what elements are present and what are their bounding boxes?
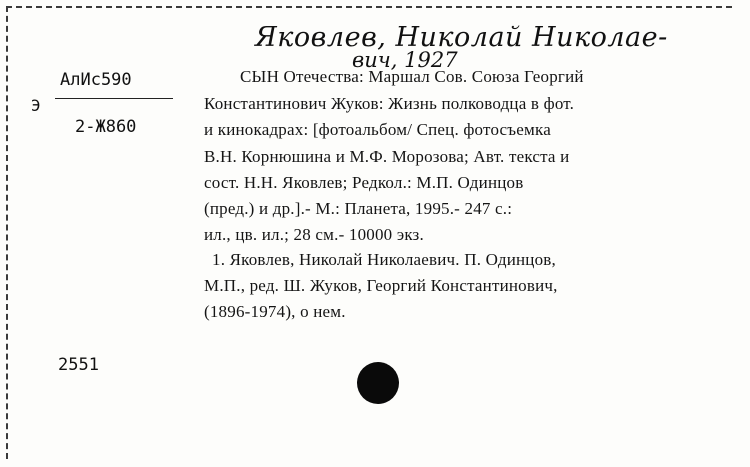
entry-line-9: М.П., ред. Ш. Жуков, Георгий Константинович, xyxy=(204,276,558,295)
entry-line-8: 1. Яковлев, Николай Николаевич. П. Одинцов, xyxy=(212,250,556,269)
entry-line-2: Константинович Жуков: Жизнь полководца в фот. xyxy=(204,94,575,113)
card-top-border xyxy=(6,6,732,8)
entry-line-1: СЫН Отечества: Маршал Сов. Союза Георгий xyxy=(240,67,584,86)
handwritten-author-line-2: вич, 1927 xyxy=(352,48,458,72)
entry-line-5: сост. Н.Н. Яковлев; Редкол.: М.П. Одинцов xyxy=(204,173,524,192)
card-left-border xyxy=(6,6,8,459)
card-number: 2551 xyxy=(58,355,99,375)
entry-line-3: и кинокадрах: [фотоальбом/ Спец. фотосъемка xyxy=(204,120,551,139)
punch-hole xyxy=(357,362,399,404)
entry-line-4: В.Н. Корнюшина и М.Ф. Морозова; Авт. текста и xyxy=(204,147,570,166)
classification-code: АлИс590 xyxy=(60,70,132,90)
handwritten-author-line-1: Яковлев, Николай Николае- xyxy=(255,22,668,53)
entry-line-6: (пред.) и др.].- М.: Планета, 1995.- 247 с.: xyxy=(204,199,513,218)
section-letter: Э xyxy=(31,96,41,115)
entry-line-10: (1896-1974), о нем. xyxy=(204,302,346,321)
call-number-divider xyxy=(55,98,173,99)
entry-line-7: ил., цв. ил.; 28 см.- 10000 экз. xyxy=(204,225,424,244)
shelf-mark: 2-Ж860 xyxy=(75,117,137,137)
